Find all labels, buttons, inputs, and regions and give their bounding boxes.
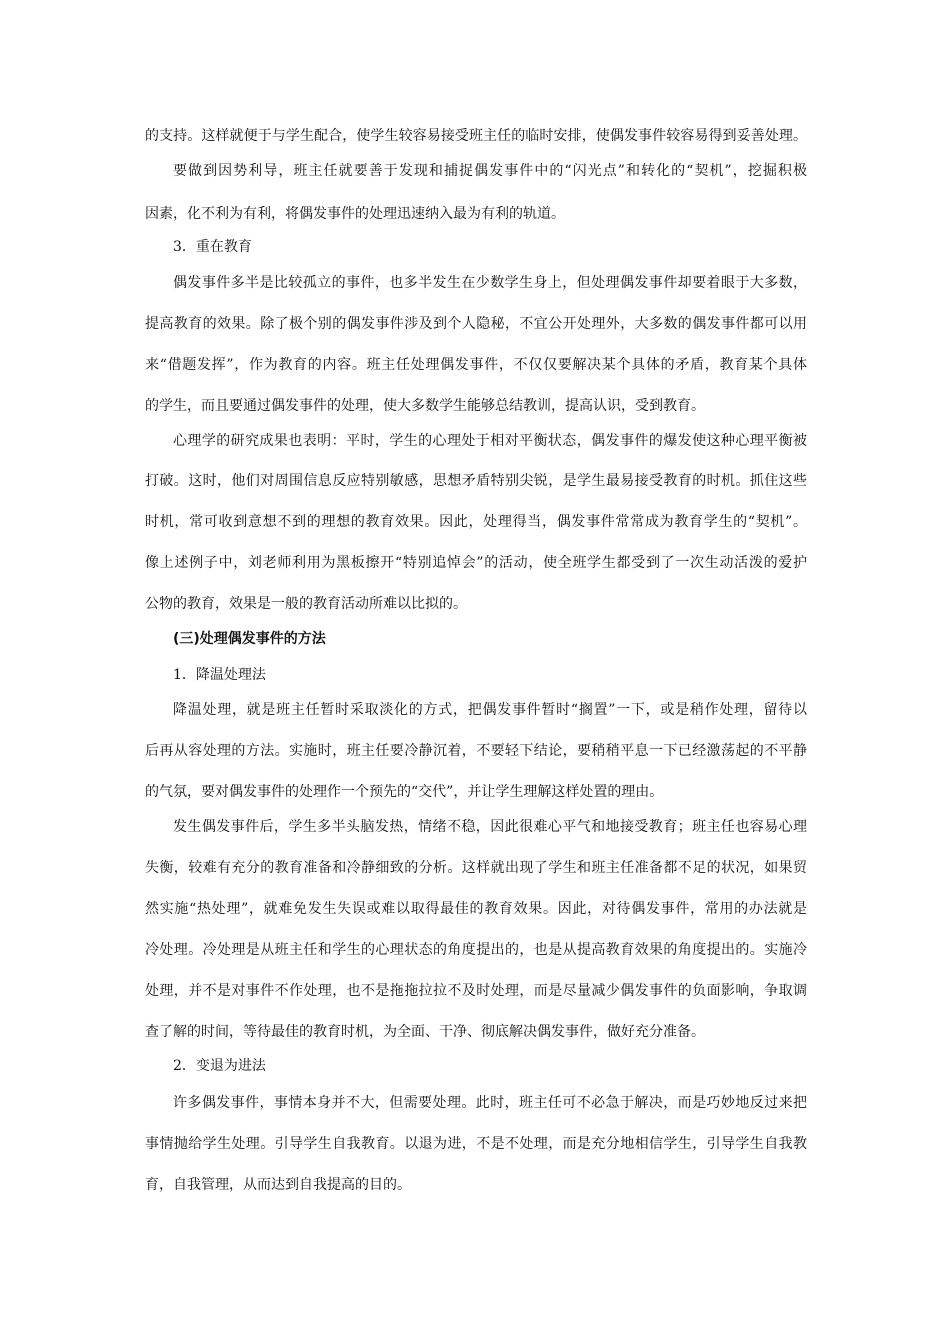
paragraph-line: 要做到因势利导，班主任就要善于发现和捕捉偶发事件中的“闪光点”和转化的“契机”，挖掘积极 bbox=[173, 163, 807, 179]
paragraph-line: 像上述例子中，刘老师利用为黑板擦开“特别追悼会”的活动，使全班学生都受到了一次生动活泼的爱护 bbox=[145, 555, 807, 571]
paragraph-line: 的学生，而且要通过偶发事件的处理，使大多数学生能够总结教训，提高认识，受到教育。 bbox=[145, 398, 705, 414]
section-heading: 3．重在教育 bbox=[173, 239, 252, 255]
paragraph-line: 失衡，较难有充分的教育准备和冷静细致的分析。这样就出现了学生和班主任准备都不足的状况，如果贸 bbox=[145, 860, 807, 876]
paragraph-line: 提高教育的效果。除了极个别的偶发事件涉及到个人隐秘，不宜公开处理外，大多数的偶发事件都可以用 bbox=[145, 316, 807, 332]
section-heading: 1．降温处理法 bbox=[173, 667, 266, 683]
paragraph-line: 的支持。这样就便于与学生配合，使学生较容易接受班主任的临时安排，使偶发事件较容易得到妥善处理。 bbox=[145, 128, 807, 144]
paragraph-line: 后再从容处理的方法。实施时，班主任要冷静沉着，不要轻下结论，要稍稍平息一下已经激荡起的不平静 bbox=[145, 743, 807, 759]
paragraph-line: 许多偶发事件，事情本身并不大，但需要处理。此时，班主任可不必急于解决，而是巧妙地反过来把 bbox=[173, 1095, 807, 1111]
paragraph-line: 打破。这时，他们对周围信息反应特别敏感，思想矛盾特别尖锐，是学生最易接受教育的时机。抓住这些 bbox=[145, 473, 807, 489]
paragraph-line: 偶发事件多半是比较孤立的事件，也多半发生在少数学生身上，但处理偶发事件却要着眼于大多数， bbox=[173, 275, 807, 291]
paragraph-line: 公物的教育，效果是一般的教育活动所难以比拟的。 bbox=[145, 596, 467, 612]
paragraph-line: 冷处理。冷处理是从班主任和学生的心理状态的角度提出的，也是从提高教育效果的角度提出的。实施冷 bbox=[145, 942, 807, 958]
paragraph-line: 然实施“热处理”，就难免发生失误或难以取得最佳的教育效果。因此，对待偶发事件，常用的办法就是 bbox=[145, 901, 807, 917]
section-heading-bold: (三)处理偶发事件的方法 bbox=[173, 631, 326, 647]
paragraph-line: 来“借题发挥”，作为教育的内容。班主任处理偶发事件，不仅仅要解决某个具体的矛盾，教育某个具体 bbox=[145, 357, 807, 373]
paragraph-line: 发生偶发事件后，学生多半头脑发热，情绪不稳，因此很难心平气和地接受教育；班主任也容易心理 bbox=[173, 819, 807, 835]
paragraph-line: 的气氛，要对偶发事件的处理作一个预先的“交代”，并让学生理解这样处置的理由。 bbox=[145, 784, 664, 800]
paragraph-line: 降温处理，就是班主任暂时采取淡化的方式，把偶发事件暂时“搁置”一下，或是稍作处理，留待以 bbox=[173, 702, 807, 718]
paragraph-line: 事情抛给学生处理。引导学生自我教育。以退为进，不是不处理，而是充分地相信学生，引导学生自我教 bbox=[145, 1136, 807, 1152]
paragraph-line: 育，自我管理，从而达到自我提高的目的。 bbox=[145, 1177, 411, 1193]
paragraph-line: 时机，常可收到意想不到的理想的教育效果。因此，处理得当，偶发事件常常成为教育学生的“契机”。 bbox=[145, 514, 807, 530]
paragraph-line: 处理，并不是对事件不作处理，也不是拖拖拉拉不及时处理，而是尽量减少偶发事件的负面影响，争取调 bbox=[145, 983, 807, 999]
paragraph-line: 因素，化不利为有利，将偶发事件的处理迅速纳入最为有利的轨道。 bbox=[145, 206, 565, 222]
section-heading: 2．变退为进法 bbox=[173, 1058, 266, 1074]
paragraph-line: 心理学的研究成果也表明：平时，学生的心理处于相对平衡状态，偶发事件的爆发使这种心理平衡被 bbox=[173, 433, 807, 449]
paragraph-line: 查了解的时间，等待最佳的教育时机，为全面、干净、彻底解决偶发事件，做好充分准备。 bbox=[145, 1024, 705, 1040]
